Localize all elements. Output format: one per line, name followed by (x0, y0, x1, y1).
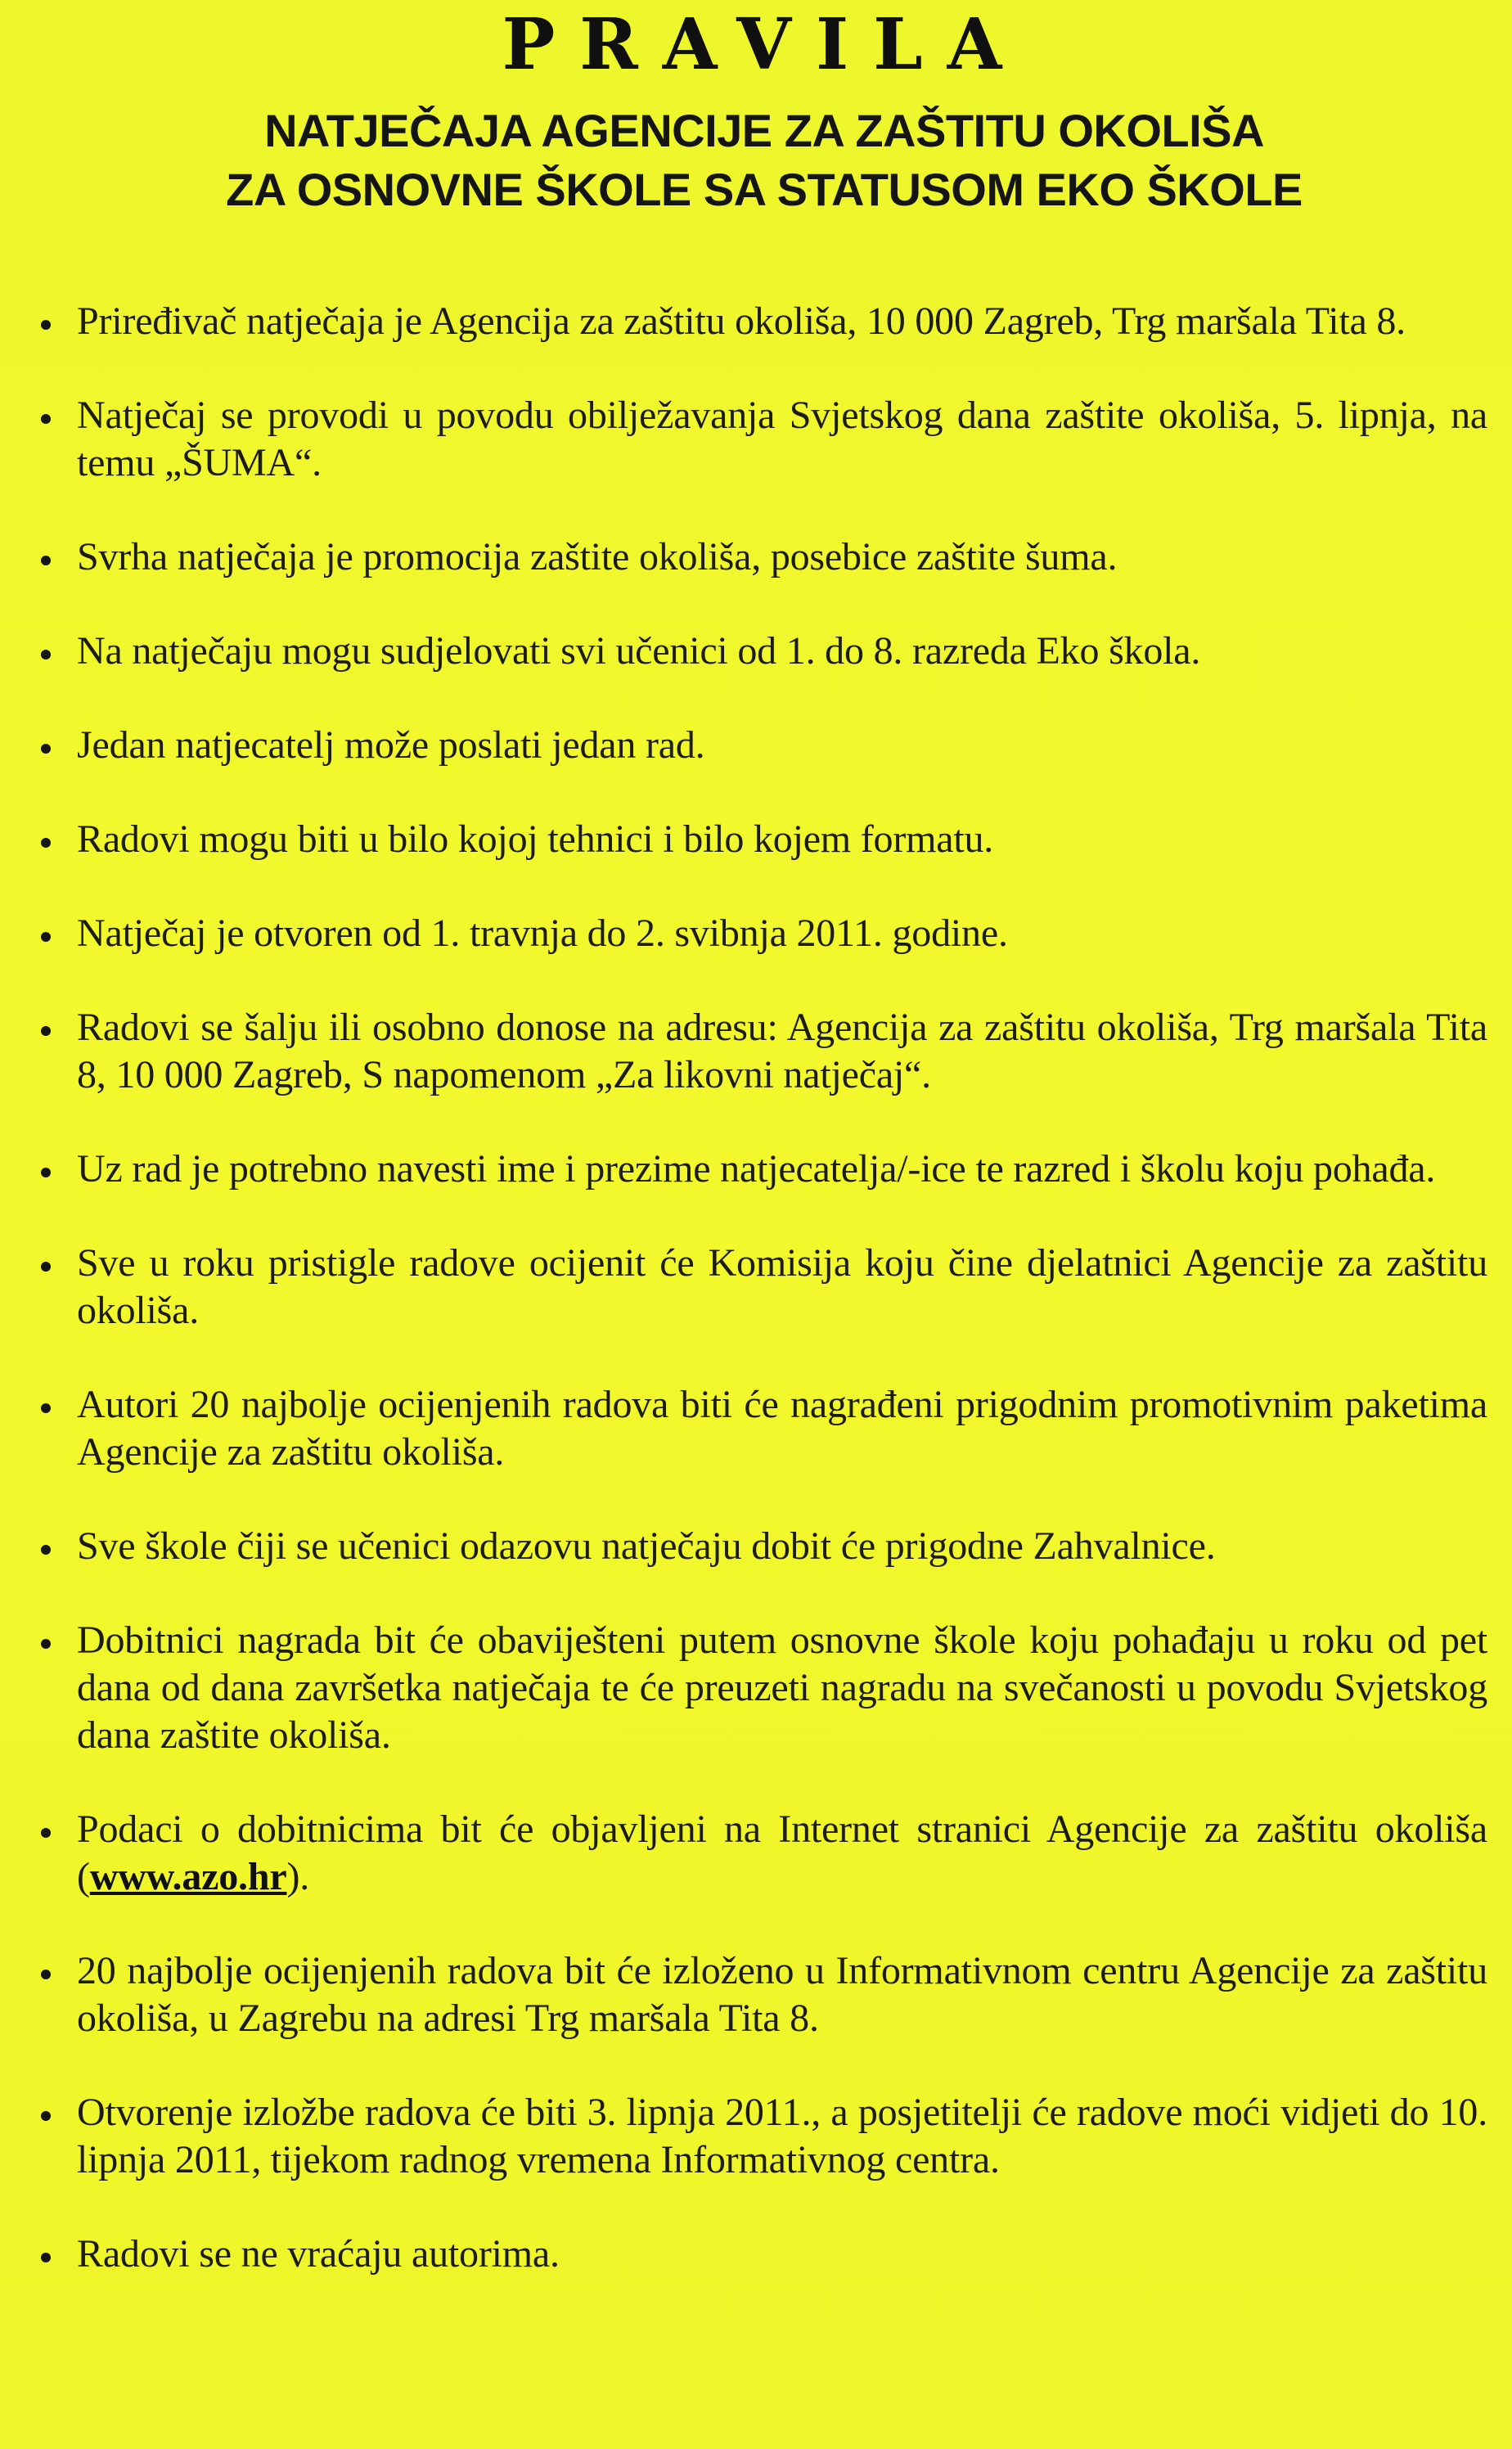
rule-text: Radovi mogu biti u bilo kojoj tehnici i bilo kojem formatu. (77, 817, 994, 861)
bullet-icon (41, 1026, 51, 1036)
bullet-icon (41, 320, 51, 330)
bullet-icon (41, 2253, 51, 2262)
rule-text: Dobitnici nagrada bit će obaviješteni putem osnovne škole koju pohađaju u roku od pet dana od dana završetka natječaja te će preuzeti nagradu na svečanosti u povodu Svjetskog dana zaštite okoliša. (77, 1618, 1487, 1757)
subtitle-line-2: ZA OSNOVNE ŠKOLE SA STATUSOM EKO ŠKOLE (226, 164, 1303, 215)
rule-item (41, 1381, 1487, 1476)
bullet-icon (41, 1970, 51, 1979)
rule-text: Priređivač natječaja je Agencija za zaštitu okoliša, 10 000 Zagreb, Trg maršala Tita 8. (77, 299, 1406, 343)
rule-text: Svrha natječaja je promocija zaštite okoliša, posebice zaštite šuma. (77, 535, 1118, 578)
bullet-icon (41, 932, 51, 942)
rule-item (41, 2231, 1487, 2278)
bullet-icon (41, 2111, 51, 2121)
rule-text-before-link: Podaci o dobitnicima bit će objavljeni na Internet stranici Agencije za zaštitu okoliša ( (77, 1807, 1487, 1898)
rule-item (41, 1523, 1487, 1570)
rule-item (41, 2089, 1487, 2184)
rule-text: Radovi se šalju ili osobno donose na adresu: Agencija za zaštitu okoliša, Trg maršala Tita 8, 10 000 Zagreb, S napomenom „Za likovni natječaj“. (77, 1006, 1487, 1096)
rule-item (41, 1617, 1487, 1759)
rule-item (41, 392, 1487, 487)
bullet-icon (41, 1545, 51, 1555)
rule-item (41, 1240, 1487, 1335)
rule-text: Sve škole čiji se učenici odazovu natječaju dobit će prigodne Zahvalnice. (77, 1524, 1216, 1568)
rule-text: Sve u roku pristigle radove ocijenit će Komisija koju čine djelatnici Agencije za zaštitu okoliša. (77, 1241, 1487, 1332)
bullet-icon (41, 556, 51, 565)
rule-item (41, 298, 1487, 345)
rule-text-with-link (77, 1806, 1487, 1901)
rule-text-after-link: ). (286, 1855, 310, 1898)
rule-item (41, 533, 1487, 581)
rule-item (41, 1806, 1487, 1901)
rule-item (41, 1004, 1487, 1099)
bullet-icon (41, 744, 51, 754)
rule-item (41, 1146, 1487, 1193)
rule-text: Natječaj je otvoren od 1. travnja do 2. svibnja 2011. godine. (77, 912, 1008, 955)
rule-item (41, 816, 1487, 863)
bullet-icon (41, 650, 51, 660)
rule-item (41, 722, 1487, 769)
bullet-icon (41, 414, 51, 424)
rule-text: Natječaj se provodi u povodu obilježavanja Svjetskog dana zaštite okoliša, 5. lipnja, na temu „ŠUMA“. (77, 394, 1487, 484)
rule-text: Jedan natjecatelj može poslati jedan rad. (77, 723, 705, 767)
bullet-icon (41, 1639, 51, 1649)
rule-text: Autori 20 najbolje ocijenjenih radova biti će nagrađeni prigodnim promotivnim paketima Agencije za zaštitu okoliša. (77, 1383, 1487, 1474)
page-title: PRAVILA (502, 3, 1027, 86)
rule-text: Otvorenje izložbe radova će biti 3. lipnja 2011., a posjetitelji će radove moći vidjeti do 10. lipnja 2011, tijekom radnog vremena Informativnog centra. (77, 2091, 1487, 2181)
subtitle-line-1: NATJEČAJA AGENCIJE ZA ZAŠTITU OKOLIŠA (264, 105, 1264, 156)
rule-item (41, 1947, 1487, 2042)
rule-item (41, 910, 1487, 957)
website-link[interactable]: www.azo.hr (89, 1855, 287, 1898)
bullet-icon (41, 838, 51, 848)
rules-list (41, 298, 1487, 2278)
rule-text: 20 najbolje ocijenjenih radova bit će izloženo u Informativnom centru Agencije za zaštitu okoliša, u Zagrebu na adresi Trg maršala Tita 8. (77, 1949, 1487, 2040)
bullet-icon (41, 1403, 51, 1413)
rule-text: Uz rad je potrebno navesti ime i prezime natjecatelja/-ice te razred i školu koju pohađa. (77, 1147, 1436, 1191)
bullet-icon (41, 1168, 51, 1177)
bullet-icon (41, 1828, 51, 1838)
bullet-icon (41, 1262, 51, 1272)
rule-item (41, 628, 1487, 675)
rule-text: Radovi se ne vraćaju autorima. (77, 2232, 560, 2276)
rule-text: Na natječaju mogu sudjelovati svi učenici od 1. do 8. razreda Eko škola. (77, 629, 1201, 673)
